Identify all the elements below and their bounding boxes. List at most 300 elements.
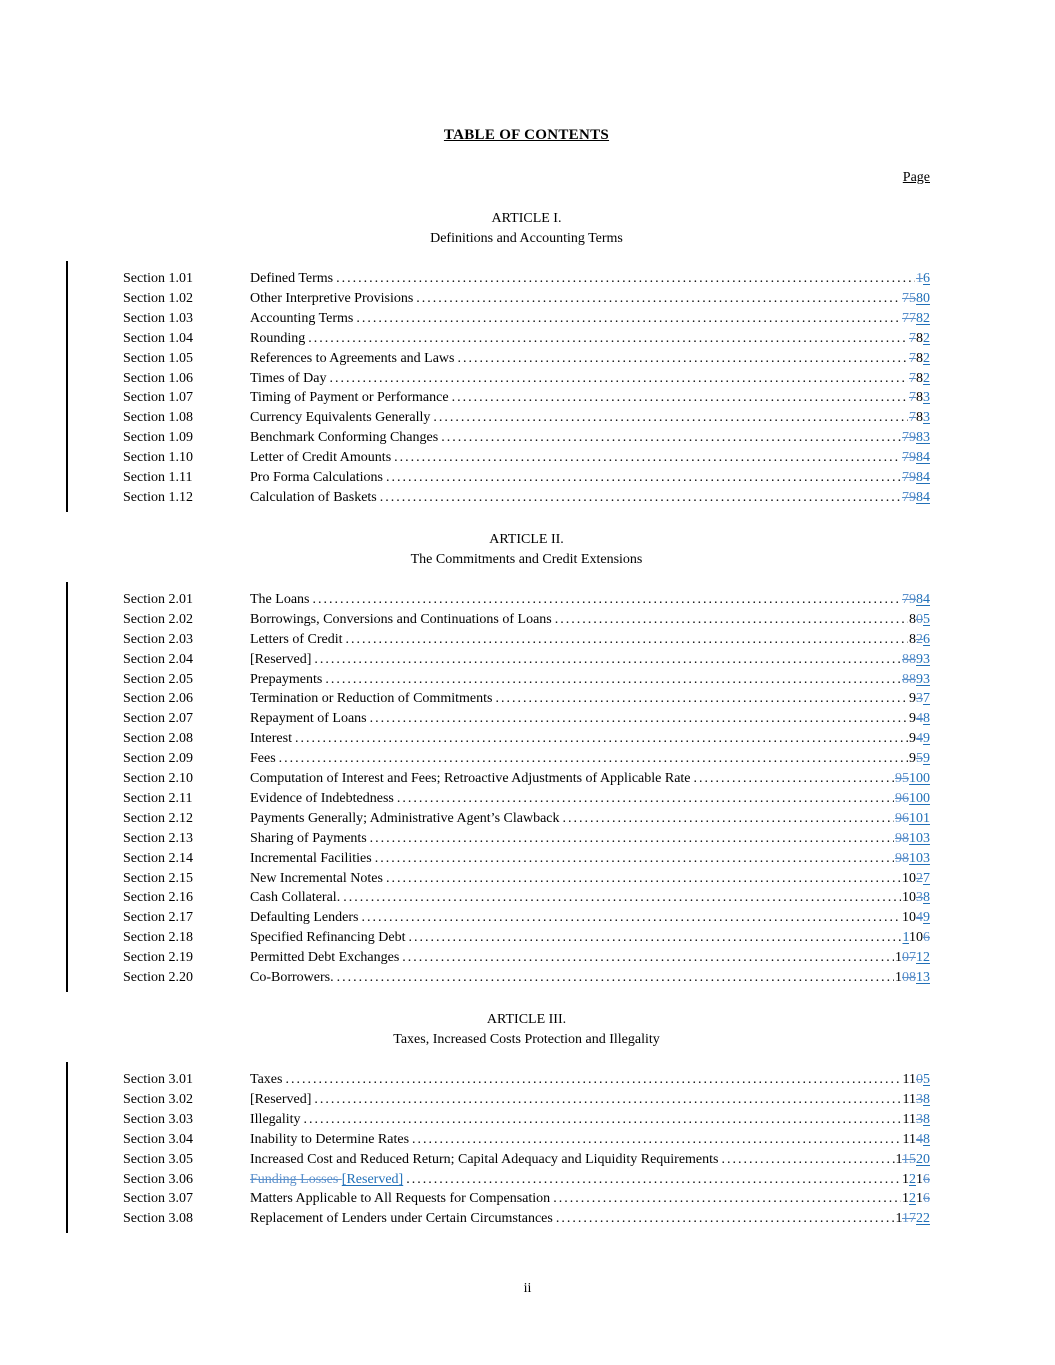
change-bar <box>66 1062 68 1233</box>
dot-leader <box>380 488 901 508</box>
title-segment-plain: Increased Cost and Reduced Return; Capital Adequacy and Liquidity Requirements <box>250 1151 719 1167</box>
title-segment-plain: Prepayments <box>250 671 323 687</box>
page-segment-del: 3 <box>916 1111 923 1127</box>
dot-leader <box>722 1150 895 1170</box>
page-segment-ins: 13 <box>916 970 930 986</box>
page-number <box>909 709 930 729</box>
page-number <box>909 369 930 389</box>
dot-leader <box>337 968 894 988</box>
section-number: Section 3.05 <box>123 1151 193 1167</box>
page-segment-del: 1 <box>916 271 923 286</box>
page-segment-ins: 84 <box>916 591 930 607</box>
toc-row <box>123 670 930 690</box>
page-segment-del: 75 <box>902 290 916 306</box>
page-segment-ins: 8 <box>923 711 930 727</box>
section-number: Section 1.08 <box>123 410 193 426</box>
dot-leader <box>312 590 901 610</box>
section-number: Section 3.03 <box>123 1111 193 1127</box>
title-segment-plain: The Loans <box>250 591 310 607</box>
page-number <box>909 408 930 428</box>
title-segment-plain: Timing of Payment or Performance <box>250 390 449 406</box>
title-segment-plain: Payments Generally; Administrative Agent’s Clawback <box>250 810 560 826</box>
title-segment-plain: Benchmark Conforming Changes <box>250 430 439 446</box>
page-number <box>902 590 930 610</box>
page-number <box>895 769 930 789</box>
section-number: Section 2.19 <box>123 950 193 966</box>
page-number <box>895 849 930 869</box>
page-segment-ins: 3 <box>923 410 930 426</box>
article-subheading: The Commitments and Credit Extensions <box>410 551 643 567</box>
page-segment-ins: 9 <box>923 731 930 747</box>
page-number <box>902 468 930 488</box>
article-heading: ARTICLE III. <box>486 1012 567 1027</box>
page-number <box>896 1150 930 1170</box>
dot-leader <box>336 269 915 289</box>
page-segment-plain: 1 <box>902 1171 909 1187</box>
section-number: Section 1.09 <box>123 430 193 446</box>
section-number: Section 2.12 <box>123 810 193 826</box>
toc-row <box>123 1070 930 1090</box>
section-title <box>250 849 372 869</box>
page-segment-ins: 84 <box>916 489 930 505</box>
page-number <box>895 829 930 849</box>
section-number: Section 3.02 <box>123 1091 193 1107</box>
title-segment-plain: References to Agreements and Laws <box>250 350 455 366</box>
doc-title: TABLE OF CONTENTS <box>443 127 610 143</box>
toc-row <box>123 329 930 349</box>
toc-row <box>123 1150 930 1170</box>
section-number: Section 2.07 <box>123 711 193 727</box>
title-segment-plain: [Reserved] <box>250 651 312 667</box>
page-segment-ins: 6 <box>923 631 930 647</box>
dot-leader <box>370 829 894 849</box>
article-heading: ARTICLE II. <box>489 531 564 547</box>
page-segment-plain: 1 <box>902 1191 909 1207</box>
section-number: Section 2.15 <box>123 870 193 886</box>
page-segment-del: 7 <box>909 410 916 426</box>
page-segment-plain: 11 <box>902 1131 916 1147</box>
title-segment-plain: Letter of Credit Amounts <box>250 450 392 466</box>
page-segment-ins: 7 <box>923 870 930 886</box>
section-number: Section 2.09 <box>123 751 193 767</box>
dot-leader <box>386 468 901 488</box>
page-number <box>902 888 930 908</box>
page-number <box>903 928 930 948</box>
title-segment-plain: Evidence of Indebtedness <box>250 790 394 806</box>
page-segment-del: 7 <box>909 350 916 366</box>
page-segment-ins: 2 <box>909 1171 916 1187</box>
section-title <box>250 809 560 829</box>
page-segment-ins: 20 <box>916 1151 930 1167</box>
dot-leader <box>325 670 901 690</box>
page-number <box>902 1170 930 1190</box>
toc-row <box>123 729 930 749</box>
title-segment-plain: Currency Equivalents Generally <box>250 410 431 426</box>
toc-row <box>123 488 930 508</box>
dot-leader <box>386 869 901 889</box>
title-segment-plain: Other Interpretive Provisions <box>250 290 414 306</box>
section-title <box>250 689 492 709</box>
page-segment-plain: 1 <box>895 970 902 986</box>
page-number <box>902 1189 930 1209</box>
title-segment-plain: Fees <box>250 751 276 767</box>
title-segment-plain: Sharing of Payments <box>250 830 367 846</box>
section-number: Section 3.06 <box>123 1171 193 1187</box>
page-segment-ins: 93 <box>916 651 930 667</box>
section-number: Section 3.07 <box>123 1191 193 1207</box>
dot-leader <box>409 928 902 948</box>
page-number <box>896 1209 930 1229</box>
toc-row <box>123 1170 930 1190</box>
section-title <box>250 630 343 650</box>
page-segment-del: 3 <box>916 1091 923 1107</box>
toc-row <box>123 869 930 889</box>
section-title <box>250 388 449 408</box>
page-segment-del: 0 <box>916 611 923 627</box>
section-title <box>250 829 367 849</box>
page-segment-del: 98 <box>895 830 909 846</box>
title-segment-del: Funding Losses <box>250 1171 342 1187</box>
page-segment-ins: 7 <box>923 691 930 707</box>
dot-leader <box>495 689 908 709</box>
toc-row <box>123 309 930 329</box>
page-segment-ins: 8 <box>923 890 930 906</box>
title-segment-plain: Rounding <box>250 330 306 346</box>
page-number <box>895 789 930 809</box>
toc-row <box>123 269 930 289</box>
page-segment-ins: 12 <box>916 950 930 966</box>
dot-leader <box>279 749 908 769</box>
toc-row <box>123 650 930 670</box>
page-segment-del: 6 <box>923 930 930 946</box>
section-title <box>250 269 333 289</box>
section-title <box>250 670 322 690</box>
page-segment-ins: 84 <box>916 450 930 466</box>
toc-row <box>123 1189 930 1209</box>
page-segment-del: 79 <box>902 591 916 607</box>
toc-row <box>123 749 930 769</box>
page-segment-ins: 2 <box>923 330 930 346</box>
page-segment-del: 3 <box>916 691 923 707</box>
page-number <box>895 948 930 968</box>
dot-leader <box>346 630 908 650</box>
page-segment-del: 6 <box>923 1191 930 1207</box>
section-title <box>250 928 406 948</box>
dot-leader <box>394 448 901 468</box>
section-number: Section 1.07 <box>123 390 193 406</box>
dot-leader <box>457 349 908 369</box>
title-segment-plain: Defined Terms <box>250 271 334 286</box>
title-segment-plain: Specified Refinancing Debt <box>250 930 406 946</box>
toc-row <box>123 888 930 908</box>
dot-leader <box>304 1110 902 1130</box>
page-segment-plain: 10 <box>909 930 923 946</box>
section-title <box>250 590 309 610</box>
toc-row <box>123 369 930 389</box>
page-number <box>902 869 930 889</box>
page-segment-plain: 10 <box>902 870 916 886</box>
page-segment-plain: 9 <box>909 731 916 747</box>
section-title <box>250 488 377 508</box>
page-segment-del: 2 <box>916 631 923 647</box>
dot-leader <box>553 1189 901 1209</box>
toc-row <box>123 610 930 630</box>
title-segment-plain: Times of Day <box>250 370 327 386</box>
page-segment-plain: 9 <box>909 711 916 727</box>
title-segment-plain: Accounting Terms <box>250 310 354 326</box>
dot-leader <box>361 908 901 928</box>
page-segment-del: 2 <box>916 870 923 886</box>
page-segment-plain: 1 <box>916 1171 923 1187</box>
dot-leader <box>330 369 909 389</box>
toc-row <box>123 789 930 809</box>
section-title <box>250 1209 553 1229</box>
section-number: Section 2.04 <box>123 651 193 667</box>
toc-row <box>123 1130 930 1150</box>
section-title <box>250 369 327 389</box>
section-number: Section 2.01 <box>123 591 193 607</box>
section-list <box>123 269 930 508</box>
section-number: Section 3.01 <box>123 1072 193 1087</box>
title-segment-plain: New Incremental Notes <box>250 870 383 886</box>
page-segment-del: 79 <box>902 430 916 446</box>
title-segment-plain: Cash Collateral. <box>250 890 341 906</box>
page-segment-plain: 8 <box>916 370 923 386</box>
section-number: Section 1.01 <box>123 271 193 286</box>
page-segment-del: 98 <box>895 850 909 866</box>
page-number <box>902 309 930 329</box>
page-segment-ins: 22 <box>916 1211 930 1227</box>
section-number: Section 2.11 <box>123 790 193 806</box>
page-segment-del: 79 <box>902 470 916 486</box>
title-segment-plain: Incremental Facilities <box>250 850 372 866</box>
article-subheading: Taxes, Increased Costs Protection and Illegality <box>393 1032 660 1047</box>
page-segment-del: 5 <box>916 751 923 767</box>
section-title <box>250 408 430 428</box>
page-segment-del: 07 <box>902 950 916 966</box>
page-segment-ins: 103 <box>909 850 930 866</box>
page-segment-ins: 6 <box>923 271 930 286</box>
toc-row <box>123 809 930 829</box>
page-segment-del: 15 <box>902 1151 916 1167</box>
page-segment-ins: 100 <box>909 771 930 787</box>
dot-leader <box>314 650 901 670</box>
section-title <box>250 1170 403 1190</box>
section-title <box>250 888 340 908</box>
title-segment-plain: Permitted Debt Exchanges <box>250 950 400 966</box>
page-number <box>902 428 930 448</box>
toc-row <box>123 1110 930 1130</box>
dot-leader <box>285 1070 901 1090</box>
page-number <box>895 809 930 829</box>
title-segment-plain: [Reserved] <box>250 1091 312 1107</box>
section-number: Section 1.02 <box>123 290 193 306</box>
page-segment-ins: 93 <box>916 671 930 687</box>
section-title <box>250 468 383 488</box>
page-segment-del: 0 <box>916 1072 923 1087</box>
page-segment-ins: 9 <box>923 910 930 926</box>
page-segment-del: 77 <box>902 310 916 326</box>
page-segment-ins: 2 <box>909 1191 916 1207</box>
title-segment-plain: Matters Applicable to All Requests for Compensation <box>250 1191 551 1207</box>
dot-leader <box>397 789 894 809</box>
toc-row <box>123 289 930 309</box>
page-segment-plain: 11 <box>902 1111 916 1127</box>
page-segment-ins: 83 <box>916 430 930 446</box>
dot-leader <box>441 428 901 448</box>
section-number: Section 1.10 <box>123 450 193 466</box>
toc-row <box>123 1090 930 1110</box>
page-segment-ins: 80 <box>916 290 930 306</box>
toc-row <box>123 388 930 408</box>
page-segment-plain: 8 <box>916 410 923 426</box>
title-segment-plain: Calculation of Baskets <box>250 489 377 505</box>
page-segment-ins: 100 <box>909 790 930 806</box>
page-number <box>903 1070 930 1090</box>
dot-leader <box>356 309 901 329</box>
section-title <box>250 289 413 309</box>
page-segment-del: 4 <box>916 1131 923 1147</box>
section-number: Section 2.05 <box>123 671 193 687</box>
section-number: Section 2.08 <box>123 731 193 747</box>
page-segment-ins: 1 <box>902 930 909 946</box>
page-segment-plain: 1 <box>895 1151 902 1167</box>
page-segment-plain: 9 <box>909 751 916 767</box>
page-segment-del: 17 <box>902 1211 916 1227</box>
page-segment-ins: 8 <box>923 1131 930 1147</box>
article-heading: ARTICLE I. <box>491 211 562 226</box>
dot-leader <box>370 709 908 729</box>
dot-leader <box>556 1209 895 1229</box>
section-number: Section 3.04 <box>123 1131 193 1147</box>
page-segment-plain: 8 <box>916 350 923 366</box>
section-title <box>250 309 353 329</box>
page-number <box>902 908 930 928</box>
page-segment-ins: 5 <box>923 1072 930 1087</box>
toc-row <box>123 630 930 650</box>
title-segment-plain: Letters of Credit <box>250 631 343 647</box>
page-number <box>909 689 930 709</box>
section-number: Section 1.12 <box>123 489 193 505</box>
section-number: Section 2.06 <box>123 691 193 707</box>
page-segment-ins: 101 <box>909 810 930 826</box>
page-segment-del: 7 <box>909 370 916 386</box>
section-title <box>250 1090 311 1110</box>
dot-leader <box>563 809 895 829</box>
page-number <box>903 1090 930 1110</box>
page-segment-plain: 11 <box>902 1091 916 1107</box>
articles <box>123 209 930 1229</box>
page-number <box>909 729 930 749</box>
page-segment-del: 79 <box>902 489 916 505</box>
section-title <box>250 1189 550 1209</box>
page-segment-ins: 5 <box>923 611 930 627</box>
page-segment-ins: 2 <box>923 370 930 386</box>
page-number <box>902 448 930 468</box>
section-number: Section 1.11 <box>123 470 193 486</box>
title-segment-plain: Defaulting Lenders <box>250 910 359 926</box>
section-list <box>123 1070 930 1229</box>
page-segment-ins: 82 <box>916 310 930 326</box>
page-segment-plain: 10 <box>902 910 916 926</box>
change-bar <box>66 582 68 992</box>
page-number <box>909 349 930 369</box>
section-title <box>250 948 399 968</box>
toc-row <box>123 428 930 448</box>
dot-leader <box>343 888 901 908</box>
page-number <box>909 610 930 630</box>
page-number <box>909 329 930 349</box>
page-number <box>909 749 930 769</box>
page-segment-del: 08 <box>902 970 916 986</box>
dot-leader <box>308 329 908 349</box>
section-title <box>250 729 292 749</box>
page-segment-del: 3 <box>916 890 923 906</box>
toc-row <box>123 448 930 468</box>
page-segment-ins: 8 <box>923 1111 930 1127</box>
section-title <box>250 610 552 630</box>
section-title <box>250 448 391 468</box>
page-number <box>902 488 930 508</box>
page-segment-ins: 3 <box>923 390 930 406</box>
page-segment-plain: 10 <box>902 890 916 906</box>
page-segment-plain: 8 <box>909 631 916 647</box>
title-segment-plain: Borrowings, Conversions and Continuations of Loans <box>250 611 552 627</box>
page-number <box>903 1110 930 1130</box>
section-title <box>250 1110 301 1130</box>
toc-row <box>123 709 930 729</box>
page-segment-plain: 1 <box>916 1191 923 1207</box>
section-number: Section 2.10 <box>123 771 193 787</box>
page-segment-ins: 84 <box>916 470 930 486</box>
page-segment-del: 79 <box>902 450 916 466</box>
toc-row <box>123 590 930 610</box>
toc-row <box>123 468 930 488</box>
dot-leader <box>416 289 901 309</box>
section-number: Section 1.06 <box>123 370 193 386</box>
page-segment-plain: 9 <box>909 691 916 707</box>
section-number: Section 2.16 <box>123 890 193 906</box>
title-segment-plain: Computation of Interest and Fees; Retroactive Adjustments of Applicable Rate <box>250 771 691 787</box>
page-column-label: Page <box>902 170 930 185</box>
article-subheading: Definitions and Accounting Terms <box>430 231 623 246</box>
section-title <box>250 749 276 769</box>
toc-row <box>123 948 930 968</box>
title-segment-ins: [Reserved] <box>341 1171 404 1187</box>
section-title <box>250 1070 282 1090</box>
dot-leader <box>452 388 908 408</box>
section-title <box>250 1130 409 1150</box>
page-segment-del: 4 <box>916 731 923 747</box>
section-list <box>123 590 930 988</box>
page-segment-del: 88 <box>902 671 916 687</box>
page-number <box>895 968 930 988</box>
dot-leader <box>375 849 894 869</box>
page-segment-plain: 1 <box>895 950 902 966</box>
page-segment-del: 4 <box>916 711 923 727</box>
toc-row <box>123 1209 930 1229</box>
dot-leader <box>555 610 908 630</box>
toc-row <box>123 689 930 709</box>
section-number: Section 2.03 <box>123 631 193 647</box>
dot-leader <box>295 729 908 749</box>
section-number: Section 1.03 <box>123 310 193 326</box>
page-segment-del: 96 <box>895 810 909 826</box>
section-title <box>250 428 438 448</box>
page-segment-plain: 11 <box>902 1072 916 1087</box>
title-segment-plain: Termination or Reduction of Commitments <box>250 691 493 707</box>
section-number: Section 2.14 <box>123 850 193 866</box>
